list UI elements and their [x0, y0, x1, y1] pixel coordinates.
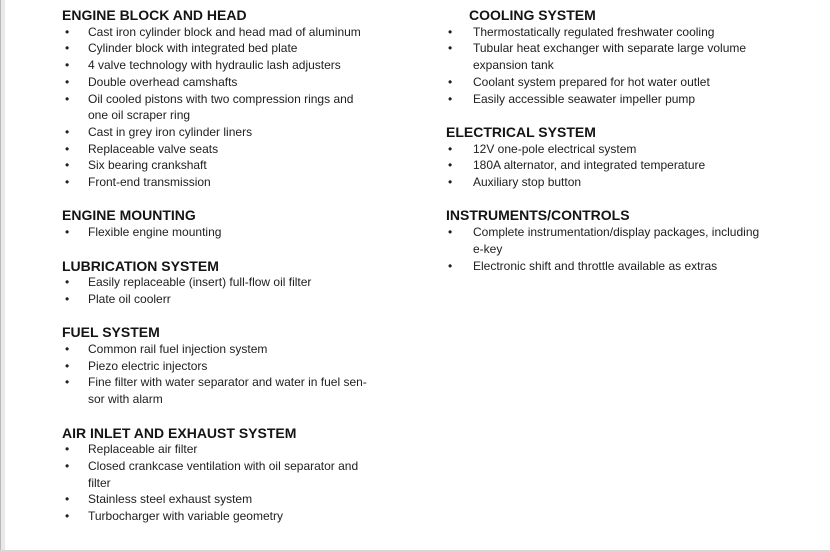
- list-item-text: Oil cooled pistons with two compression rings and one oil scraper ring: [88, 91, 354, 123]
- list-item-text: Double overhead camshafts: [88, 74, 238, 89]
- section-title: ENGINE BLOCK AND HEAD: [62, 7, 247, 23]
- section-title: FUEL SYSTEM: [62, 324, 160, 341]
- list-item-text: Front-end transmission: [88, 175, 211, 190]
- list-item: [62, 91, 367, 124]
- list-item-text: Stainless steel exhaust system: [88, 492, 253, 507]
- list-item-text: Cylinder block with integrated bed plate: [88, 41, 298, 56]
- section-title: AIR INLET AND EXHAUST SYSTEM: [62, 424, 297, 441]
- list-item: [62, 458, 367, 491]
- list-item: [62, 74, 367, 91]
- bullet-icon: •: [65, 74, 70, 89]
- bullet-icon: •: [65, 124, 70, 139]
- bullet-icon: •: [448, 225, 453, 240]
- list-item: [62, 274, 367, 291]
- list-item-text: Plate oil coolerr: [88, 291, 171, 306]
- list-item: [62, 374, 367, 407]
- list-item-text: Auxiliary stop button: [473, 175, 582, 190]
- section-title: ENGINE MOUNTING: [62, 207, 196, 224]
- bullet-icon: •: [65, 358, 70, 373]
- list-item-text: Complete instrumentation/display packages, including e-key: [473, 225, 760, 256]
- list-item: [446, 91, 759, 108]
- bullet-icon: •: [65, 442, 70, 457]
- list-item: [62, 508, 367, 525]
- list-item-text: Turbocharger with variable geometry: [88, 509, 283, 524]
- list-item: [446, 24, 759, 41]
- list-item: [62, 291, 367, 308]
- section-title: LUBRICATION SYSTEM: [62, 257, 219, 274]
- bullet-list: [62, 341, 367, 408]
- bullet-list: [446, 141, 759, 191]
- spec-section: [62, 207, 367, 240]
- bullet-icon: •: [448, 91, 453, 106]
- bullet-icon: •: [65, 141, 70, 156]
- bullet-icon: •: [448, 158, 453, 173]
- list-item-text: Common rail fuel injection system: [88, 342, 268, 357]
- bullet-list: [62, 224, 367, 241]
- list-item-text: Cast iron cylinder block and head mad of aluminum: [88, 24, 361, 39]
- list-item: [62, 174, 367, 191]
- list-item-text: Replaceable valve seats: [88, 141, 219, 156]
- bullet-icon: •: [448, 175, 453, 190]
- spec-section: [62, 425, 367, 525]
- list-item: [446, 174, 759, 191]
- bullet-icon: •: [65, 275, 70, 290]
- page-left-edge: [0, 0, 5, 552]
- section-title: INSTRUMENTS/CONTROLS: [446, 207, 630, 224]
- list-item: [446, 141, 759, 158]
- list-item: [62, 224, 367, 241]
- list-item: [62, 24, 367, 41]
- bullet-icon: •: [65, 492, 70, 507]
- bullet-icon: •: [448, 24, 453, 39]
- list-item-text: Piezo electric injectors: [88, 358, 208, 373]
- list-item: [446, 40, 759, 73]
- list-item: [446, 74, 759, 91]
- spec-section: [62, 324, 367, 408]
- list-item: [62, 57, 367, 74]
- list-item: [62, 441, 367, 458]
- bullet-icon: •: [448, 141, 453, 156]
- spec-section: [62, 258, 367, 308]
- spec-column-right: [446, 7, 759, 291]
- list-item-text: Six bearing crankshaft: [88, 158, 207, 173]
- section-title: COOLING SYSTEM: [469, 7, 596, 23]
- bullet-icon: •: [65, 509, 70, 524]
- list-item-text: Flexible engine mounting: [88, 225, 222, 240]
- list-item-text: Thermostatically regulated freshwater cooling: [473, 24, 715, 39]
- spec-section: [446, 124, 759, 191]
- bullet-icon: •: [65, 225, 70, 240]
- list-item-text: Tubular heat exchanger with separate large volume expansion tank: [473, 41, 747, 73]
- list-item-text: Fine filter with water separator and water in fuel sen- sor with alarm: [88, 375, 367, 407]
- spec-column-left: [62, 7, 367, 541]
- list-item: [62, 124, 367, 141]
- spec-section: [446, 207, 759, 274]
- bullet-list: [62, 24, 367, 191]
- bullet-icon: •: [65, 175, 70, 190]
- list-item: [62, 358, 367, 375]
- bullet-icon: •: [65, 291, 70, 306]
- bullet-icon: •: [65, 91, 70, 106]
- list-item: [62, 491, 367, 508]
- bullet-list: [62, 441, 367, 525]
- bullet-icon: •: [448, 258, 453, 273]
- list-item-text: 12V one-pole electrical system: [473, 141, 637, 156]
- list-item-text: Closed crankcase ventilation with oil separator and filter: [88, 458, 359, 490]
- bullet-icon: •: [65, 158, 70, 173]
- list-item-text: Coolant system prepared for hot water outlet: [473, 74, 710, 89]
- list-item-text: Electronic shift and throttle available as extras: [473, 258, 718, 273]
- list-item-text: Easily accessible seawater impeller pump: [473, 91, 696, 106]
- list-item: [446, 258, 759, 275]
- list-item: [62, 157, 367, 174]
- list-item: [62, 141, 367, 158]
- bullet-icon: •: [65, 58, 70, 73]
- list-item-text: Easily replaceable (insert) full-flow oil filter: [88, 275, 312, 290]
- bullet-list: [446, 224, 759, 274]
- bullet-icon: •: [65, 342, 70, 357]
- bullet-icon: •: [65, 375, 70, 390]
- list-item: [446, 157, 759, 174]
- bullet-icon: •: [448, 74, 453, 89]
- list-item: [62, 341, 367, 358]
- list-item: [62, 40, 367, 57]
- bullet-icon: •: [65, 24, 70, 39]
- spec-section: [62, 7, 367, 191]
- bullet-icon: •: [65, 458, 70, 473]
- section-title: ELECTRICAL SYSTEM: [446, 123, 596, 140]
- list-item-text: 180A alternator, and integrated temperature: [473, 158, 706, 173]
- list-item-text: Replaceable air filter: [88, 442, 198, 457]
- list-item-text: 4 valve technology with hydraulic lash adjusters: [88, 58, 341, 73]
- spec-section: [446, 7, 759, 107]
- bullet-icon: •: [448, 41, 453, 56]
- list-item-text: Cast in grey iron cylinder liners: [88, 124, 253, 139]
- bullet-list: [62, 274, 367, 307]
- list-item: [446, 224, 759, 257]
- bullet-icon: •: [65, 41, 70, 56]
- bullet-list: [446, 24, 759, 108]
